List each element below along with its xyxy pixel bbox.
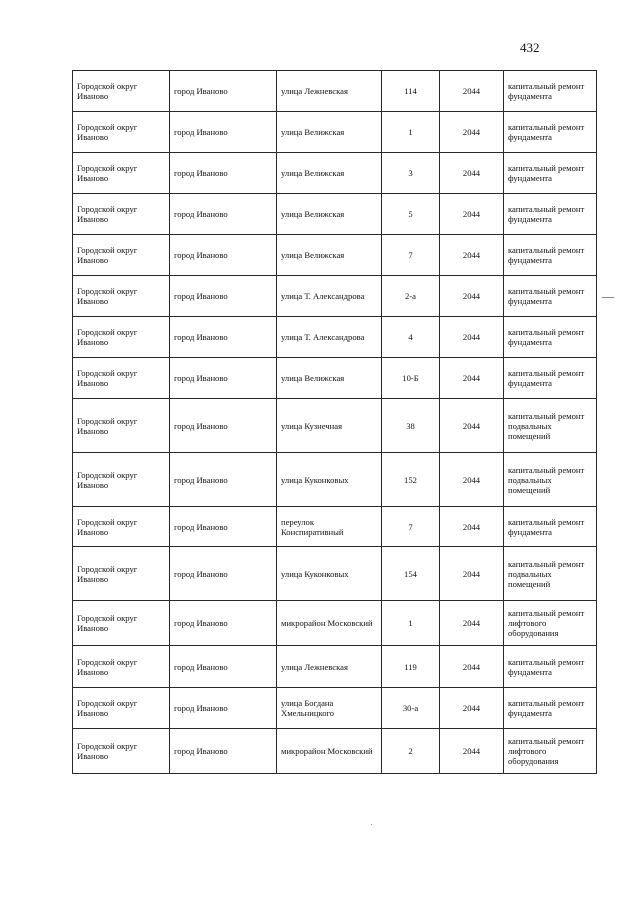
city-cell: город Иваново: [170, 194, 277, 235]
house-number-cell: 154: [382, 547, 440, 601]
year-cell: 2044: [440, 235, 504, 276]
city-cell: город Иваново: [170, 547, 277, 601]
year-cell: 2044: [440, 729, 504, 774]
table-row: [73, 729, 597, 774]
table-row: [73, 547, 597, 601]
work-type-cell: капитальный ремонт лифтового оборудования: [504, 601, 597, 646]
table-row: [73, 194, 597, 235]
table-row: [73, 399, 597, 453]
work-type-cell: капитальный ремонт лифтового оборудования: [504, 729, 597, 774]
table-row: [73, 646, 597, 688]
house-number-cell: 119: [382, 646, 440, 688]
scan-speck: [371, 824, 372, 825]
street-cell: улица Куконковых: [277, 453, 382, 507]
district-cell: Городской округ Иваново: [73, 646, 170, 688]
year-cell: 2044: [440, 276, 504, 317]
district-cell: Городской округ Иваново: [73, 317, 170, 358]
table-row: [73, 71, 597, 112]
work-type-cell: капитальный ремонт фундамента: [504, 688, 597, 729]
street-cell: улица Кузнечная: [277, 399, 382, 453]
house-number-cell: 10-Б: [382, 358, 440, 399]
work-type-cell: капитальный ремонт фундамента: [504, 112, 597, 153]
city-cell: город Иваново: [170, 317, 277, 358]
street-cell: улица Т. Александрова: [277, 317, 382, 358]
year-cell: 2044: [440, 194, 504, 235]
work-type-cell: капитальный ремонт фундамента: [504, 317, 597, 358]
street-cell: улица Велижская: [277, 235, 382, 276]
street-cell: улица Велижская: [277, 153, 382, 194]
district-cell: Городской округ Иваново: [73, 71, 170, 112]
year-cell: 2044: [440, 112, 504, 153]
table-row: [73, 358, 597, 399]
work-type-cell: капитальный ремонт фундамента: [504, 194, 597, 235]
street-cell: улица Велижская: [277, 194, 382, 235]
city-cell: город Иваново: [170, 729, 277, 774]
house-number-cell: 1: [382, 601, 440, 646]
street-cell: улица Лежневская: [277, 646, 382, 688]
house-number-cell: 152: [382, 453, 440, 507]
district-cell: Городской округ Иваново: [73, 194, 170, 235]
city-cell: город Иваново: [170, 688, 277, 729]
year-cell: 2044: [440, 688, 504, 729]
table-body: [73, 71, 597, 774]
city-cell: город Иваново: [170, 399, 277, 453]
street-cell: улица Куконковых: [277, 547, 382, 601]
district-cell: Городской округ Иваново: [73, 235, 170, 276]
street-cell: улица Лежневская: [277, 71, 382, 112]
district-cell: Городской округ Иваново: [73, 358, 170, 399]
street-cell: улица Т. Александрова: [277, 276, 382, 317]
house-number-cell: 3: [382, 153, 440, 194]
table-row: [73, 688, 597, 729]
work-type-cell: капитальный ремонт фундамента: [504, 71, 597, 112]
house-number-cell: 114: [382, 71, 440, 112]
street-cell: микрорайон Московский: [277, 729, 382, 774]
work-type-cell: капитальный ремонт фундамента: [504, 153, 597, 194]
work-type-cell: капитальный ремонт фундамента: [504, 235, 597, 276]
year-cell: 2044: [440, 358, 504, 399]
house-number-cell: 5: [382, 194, 440, 235]
work-type-cell: капитальный ремонт подвальных помещений: [504, 399, 597, 453]
district-cell: Городской округ Иваново: [73, 507, 170, 547]
work-type-cell: капитальный ремонт подвальных помещений: [504, 547, 597, 601]
house-number-cell: 7: [382, 507, 440, 547]
city-cell: город Иваново: [170, 507, 277, 547]
city-cell: город Иваново: [170, 358, 277, 399]
year-cell: 2044: [440, 453, 504, 507]
district-cell: Городской округ Иваново: [73, 112, 170, 153]
district-cell: Городской округ Иваново: [73, 276, 170, 317]
city-cell: город Иваново: [170, 276, 277, 317]
year-cell: 2044: [440, 547, 504, 601]
house-number-cell: 1: [382, 112, 440, 153]
city-cell: город Иваново: [170, 71, 277, 112]
house-number-cell: 30-а: [382, 688, 440, 729]
district-cell: Городской округ Иваново: [73, 399, 170, 453]
city-cell: город Иваново: [170, 235, 277, 276]
year-cell: 2044: [440, 399, 504, 453]
table-row: [73, 507, 597, 547]
repair-schedule-table: [72, 70, 597, 774]
table-row: [73, 153, 597, 194]
year-cell: 2044: [440, 646, 504, 688]
work-type-cell: капитальный ремонт фундамента: [504, 358, 597, 399]
district-cell: Городской округ Иваново: [73, 453, 170, 507]
city-cell: город Иваново: [170, 153, 277, 194]
street-cell: переулок Конспиративный: [277, 507, 382, 547]
margin-mark: [602, 297, 614, 298]
district-cell: Городской округ Иваново: [73, 688, 170, 729]
page-number: 432: [520, 40, 540, 55]
district-cell: Городской округ Иваново: [73, 601, 170, 646]
table-row: [73, 453, 597, 507]
street-cell: улица Велижская: [277, 112, 382, 153]
street-cell: микрорайон Московский: [277, 601, 382, 646]
year-cell: 2044: [440, 71, 504, 112]
year-cell: 2044: [440, 153, 504, 194]
year-cell: 2044: [440, 601, 504, 646]
work-type-cell: капитальный ремонт фундамента: [504, 276, 597, 317]
year-cell: 2044: [440, 507, 504, 547]
house-number-cell: 4: [382, 317, 440, 358]
city-cell: город Иваново: [170, 453, 277, 507]
house-number-cell: 38: [382, 399, 440, 453]
work-type-cell: капитальный ремонт фундамента: [504, 507, 597, 547]
district-cell: Городской округ Иваново: [73, 547, 170, 601]
table-row: [73, 276, 597, 317]
table-row: [73, 235, 597, 276]
city-cell: город Иваново: [170, 601, 277, 646]
street-cell: улица Велижская: [277, 358, 382, 399]
house-number-cell: 7: [382, 235, 440, 276]
city-cell: город Иваново: [170, 112, 277, 153]
city-cell: город Иваново: [170, 646, 277, 688]
table-row: [73, 601, 597, 646]
street-cell: улица Богдана Хмельницкого: [277, 688, 382, 729]
work-type-cell: капитальный ремонт подвальных помещений: [504, 453, 597, 507]
house-number-cell: 2: [382, 729, 440, 774]
house-number-cell: 2-а: [382, 276, 440, 317]
district-cell: Городской округ Иваново: [73, 153, 170, 194]
work-type-cell: капитальный ремонт фундамента: [504, 646, 597, 688]
district-cell: Городской округ Иваново: [73, 729, 170, 774]
year-cell: 2044: [440, 317, 504, 358]
table-row: [73, 317, 597, 358]
table-row: [73, 112, 597, 153]
